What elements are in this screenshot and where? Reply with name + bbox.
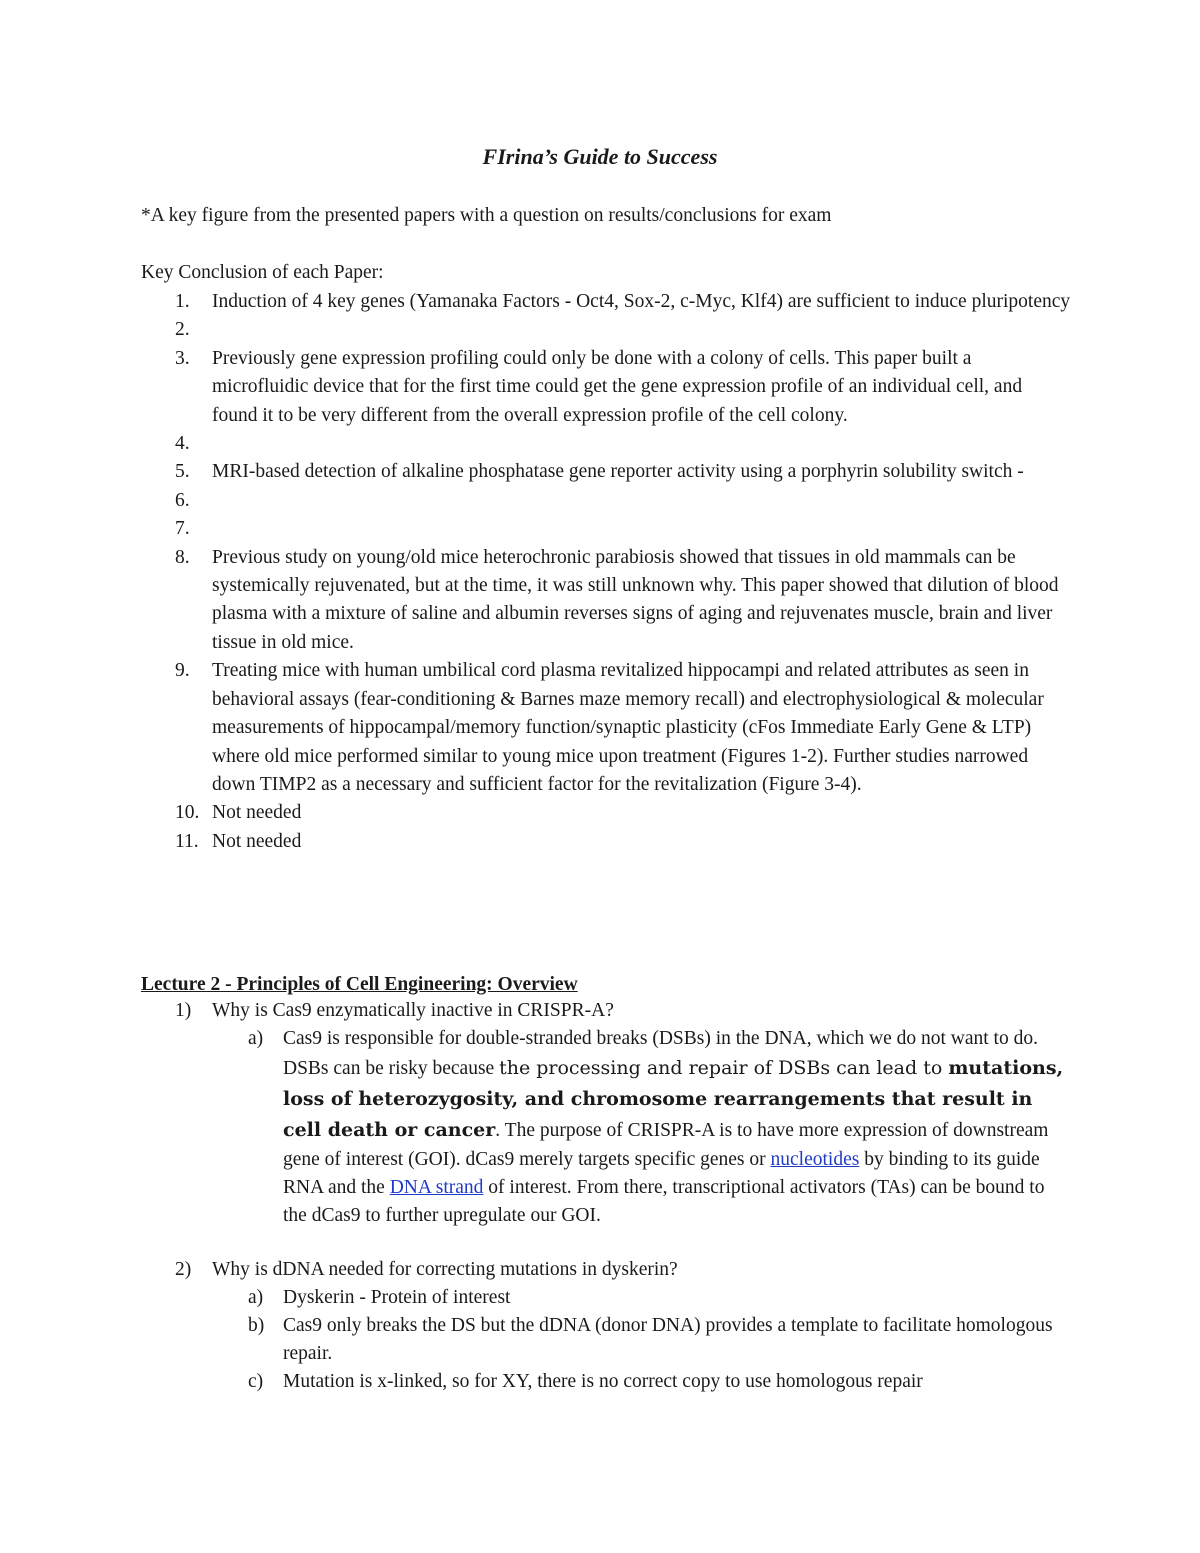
list-item-text: MRI-based detection of alkaline phosphatase gene reporter activity using a porphyrin solubility switch - [212,461,1024,483]
answer-list [212,1025,1071,1230]
list-item-text: Previous study on young/old mice heterochronic parabiosis showed that tissues in old mammals can be systemically rejuvenated, but at the time, it was still unknown why. This paper showed that dilution of blood plasma with a mixture of saline and albumin reverses signs of aging and rejuvenates muscle, brain and liver tissue in old mice. [212,546,1059,653]
answer-text-part4: by binding to its guide RNA and the [283,1149,1040,1198]
nucleotides-link[interactable]: nucleotides [770,1149,860,1170]
answer-item [212,1368,1071,1396]
answer-item [212,1284,1071,1312]
list-number: 8. [175,546,190,568]
list-item [141,430,1071,458]
answer-text: Cas9 only breaks the DS but the dDNA (donor DNA) provides a template to facilitate homologous repair. [283,1315,1053,1364]
conclusions-heading: Key Conclusion of each Paper: [141,262,384,283]
answer-letter: b) [248,1315,265,1336]
dna-strand-link[interactable]: DNA strand [389,1177,484,1198]
answer-text-part3: . The purpose of CRISPR-A is to have more expression of downstream gene of interest (GOI). dCas9 merely targets specific genes or [283,1120,1049,1170]
question-text: Why is dDNA needed for correcting mutations in dyskerin? [212,1259,678,1280]
list-item [141,316,1071,344]
answer-text-part1: Cas9 is responsible for double-stranded breaks (DSBs) in the DNA, which we do not want to do. DSBs can be risky because [283,1028,1038,1079]
question-item [141,997,1071,1230]
answer-text-part5: of interest. From there, transcriptional activators (TAs) can be bound to the dCas9 to further upregulate our GOI. [283,1177,1045,1226]
list-number: 10. [175,802,200,824]
question-text: Why is Cas9 enzymatically inactive in CRISPR-A? [212,1000,614,1021]
list-item [141,345,1071,430]
list-item [141,458,1071,486]
question-list-2 [141,1256,1071,1396]
answer-letter: a) [248,1287,264,1308]
list-item [141,515,1071,543]
conclusions-list [141,288,1071,856]
list-number: 2. [175,319,190,341]
list-number: 7. [175,518,190,540]
list-number: 3. [175,347,190,369]
list-item-text: Induction of 4 key genes (Yamanaka Factors - Oct4, Sox-2, c-Myc, Klf4) are sufficient to induce pluripotency [212,291,1071,312]
document-title: FIrina’s Guide to Success [482,144,718,169]
list-number: 4. [175,433,190,455]
list-number: 6. [175,489,190,511]
question-number: 1) [175,1000,192,1021]
list-item-text: Not needed [212,802,302,824]
exam-note: *A key figure from the presented papers with a question on results/conclusions for exam [141,205,832,226]
list-item [141,288,1071,316]
answer-text: Mutation is x-linked, so for XY, there is no correct copy to use homologous repair [283,1371,923,1392]
list-item-text: Previously gene expression profiling could only be done with a colony of cells. This paper built a microfluidic device that for the first time could get the gene expression profile of an individual cell, and found it to be very different from the overall expression profile of the cell colony. [212,347,1023,426]
list-item-text: Not needed [212,830,302,852]
lecture-heading: Lecture 2 - Principles of Cell Engineering: Overview [141,974,578,995]
answer-letter: a) [248,1028,264,1049]
answer-list [212,1284,1071,1396]
answer-item [212,1025,1071,1230]
answer-text-part2: the processing and repair of DSBs can lead to [499,1057,949,1079]
list-item [141,657,1071,799]
list-item [141,544,1071,658]
list-number: 5. [175,461,190,483]
list-number: 1. [175,291,190,312]
question-list-1 [141,997,1071,1230]
question-number: 2) [175,1259,192,1280]
list-number: 9. [175,660,190,682]
list-item [141,487,1071,515]
list-number: 11. [175,830,199,852]
answer-item [212,1312,1071,1368]
answer-text: Dyskerin - Protein of interest [283,1287,511,1308]
list-item-text: Treating mice with human umbilical cord plasma revitalized hippocampi and related attributes as seen in behavioral assays (fear-conditioning & Barnes maze memory recall) and electrophysiological & molecular measurements of hippocampal/memory function/synaptic plasticity (cFos Immediate Early Gene & LTP) where old mice performed similar to young mice upon treatment (Figures 1-2). Further studies narrowed down TIMP2 as a necessary and sufficient factor for the revitalization (Figure 3-4). [212,660,1044,795]
answer-letter: c) [248,1371,264,1392]
question-item [141,1256,1071,1396]
list-item [141,828,1071,856]
list-item [141,799,1071,827]
answer-bold-text: mutations, loss of heterozygosity, and chromosome rearrangements that result in cell death or cancer [283,1057,1064,1141]
